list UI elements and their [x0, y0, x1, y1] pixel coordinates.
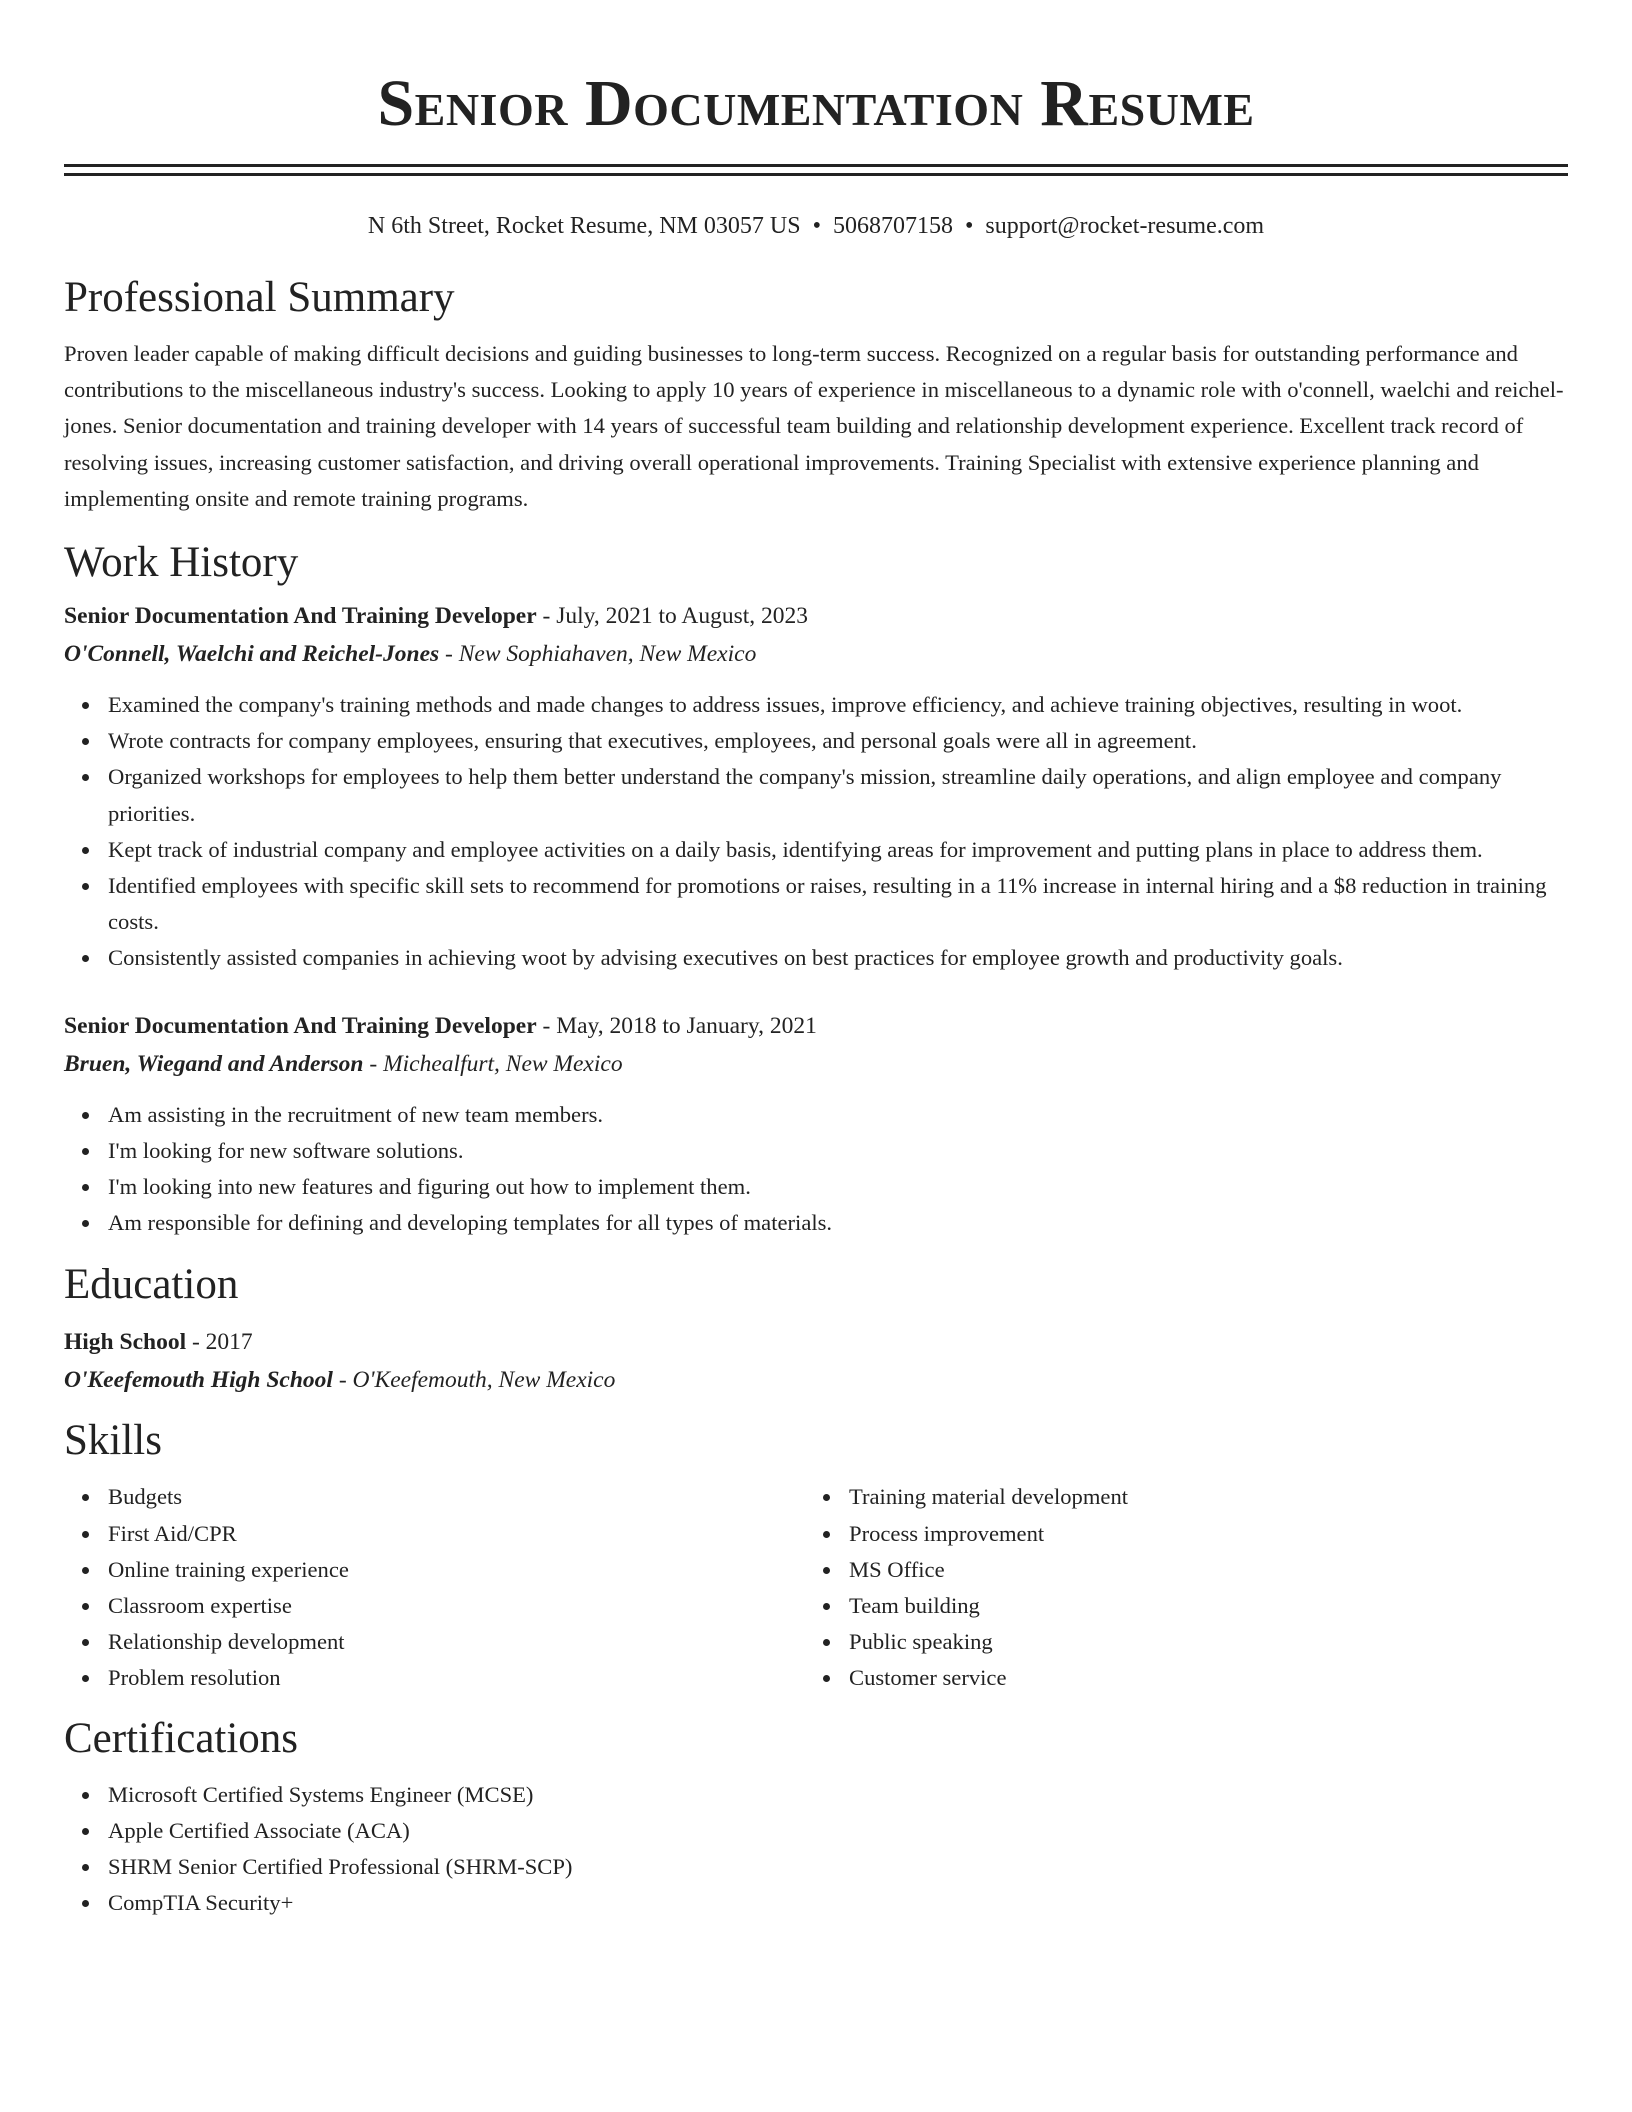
certification-item: Apple Certified Associate (ACA): [108, 1813, 1568, 1849]
job-entry: [64, 597, 1568, 977]
education-entry: [64, 1323, 1568, 1399]
certification-item: CompTIA Security+: [108, 1885, 1568, 1921]
certification-item: Microsoft Certified Systems Engineer (MCSE): [108, 1777, 1568, 1813]
contact-email: support@rocket-resume.com: [985, 213, 1265, 239]
job-company: O'Connell, Waelchi and Reichel-Jones: [64, 641, 440, 668]
title-divider-top: [64, 164, 1568, 167]
education-school-line: [64, 1361, 1568, 1399]
job-location: - New Sophiahaven, New Mexico: [439, 641, 757, 668]
job-duty: Am responsible for defining and developing templates for all types of materials.: [108, 1205, 1568, 1241]
skill-item: Team building: [849, 1588, 1546, 1624]
skill-item: Customer service: [849, 1660, 1546, 1696]
job-title-line: [64, 597, 1568, 635]
job-company-line: [64, 1045, 1568, 1083]
skill-item: Online training experience: [108, 1552, 805, 1588]
skill-item: MS Office: [849, 1552, 1546, 1588]
skill-item: Relationship development: [108, 1624, 805, 1660]
summary-text: Proven leader capable of making difficult decisions and guiding businesses to long-term success. Recognized on a regular basis for outstanding performance and contributions to the miscellaneous industry's success. Looking to apply 10 years of experience in miscellaneous to a dynamic role with o'connell, waelchi and reichel-jones. Senior documentation and training developer with 14 years of successful team building and relationship development experience. Excellent track record of resolving issues, increasing customer satisfaction, and driving overall operational improvements. Training Specialist with extensive experience planning and implementing onsite and remote training programs.: [64, 341, 1564, 511]
education-degree-line: [64, 1323, 1568, 1361]
skills-heading: Skills: [64, 1417, 162, 1465]
skill-item: Process improvement: [849, 1516, 1546, 1552]
title-divider-bottom: [64, 173, 1568, 176]
skill-item: Classroom expertise: [108, 1588, 805, 1624]
contact-phone: 5068707158: [832, 213, 953, 239]
job-entry: [64, 1007, 1568, 1242]
education-location: - O'Keefemouth, New Mexico: [332, 1367, 616, 1394]
education-heading: Education: [64, 1261, 239, 1309]
education-degree: High School: [64, 1329, 187, 1356]
contact-separator: •: [812, 213, 821, 239]
job-duty: Organized workshops for employees to help them better understand the company's mission, streamline daily operations, and align employee and company priorities.: [108, 759, 1568, 831]
job-duty: Identified employees with specific skill sets to recommend for promotions or raises, resulting in a 11% increase in internal hiring and a $8 reduction in training costs.: [108, 868, 1568, 940]
job-duty: Am assisting in the recruitment of new team members.: [108, 1097, 1568, 1133]
contact-separator: •: [964, 213, 974, 239]
job-duty: Examined the company's training methods and made changes to address issues, improve efficiency, and achieve training objectives, resulting in woot.: [108, 687, 1568, 723]
job-dates: - July, 2021 to August, 2023: [536, 603, 808, 630]
resume-title: Senior Documentation Resume: [377, 67, 1255, 140]
job-duty: Kept track of industrial company and employee activities on a daily basis, identifying areas for improvement and putting plans in place to address them.: [108, 832, 1568, 868]
certifications-heading: Certifications: [64, 1714, 299, 1762]
contact-line: [64, 210, 1568, 242]
certification-item: SHRM Senior Certified Professional (SHRM-SCP): [108, 1849, 1568, 1885]
summary-heading: Professional Summary: [64, 274, 455, 321]
skill-item: Training material development: [849, 1479, 1546, 1515]
resume-page: [64, 0, 1568, 1921]
job-duty: Wrote contracts for company employees, ensuring that executives, employees, and personal goals were all in agreement.: [108, 723, 1568, 759]
job-company-line: [64, 635, 1568, 673]
skill-item: Budgets: [108, 1479, 805, 1515]
job-duties: [64, 1097, 1568, 1242]
job-duty: I'm looking into new features and figuring out how to implement them.: [108, 1169, 1568, 1205]
job-location: - Michealfurt, New Mexico: [363, 1050, 623, 1077]
skills-column-right: [805, 1479, 1546, 1696]
job-company: Bruen, Wiegand and Anderson: [64, 1050, 364, 1077]
job-duty: Consistently assisted companies in achieving woot by advising executives on best practices for employee growth and productivity goals.: [108, 940, 1568, 976]
job-duty: I'm looking for new software solutions.: [108, 1133, 1568, 1169]
skills-grid: [64, 1479, 1568, 1696]
job-title: Senior Documentation And Training Developer: [64, 603, 537, 630]
job-title: Senior Documentation And Training Developer: [64, 1012, 537, 1039]
skills-column-left: [64, 1479, 805, 1696]
skill-item: Public speaking: [849, 1624, 1546, 1660]
job-dates: - May, 2018 to January, 2021: [536, 1012, 817, 1039]
certifications-list: [64, 1777, 1568, 1922]
job-duties: [64, 687, 1568, 977]
contact-address: N 6th Street, Rocket Resume, NM 03057 US: [367, 213, 801, 239]
education-year: - 2017: [186, 1329, 253, 1356]
skill-item: First Aid/CPR: [108, 1516, 805, 1552]
education-school: O'Keefemouth High School: [64, 1367, 333, 1394]
skill-item: Problem resolution: [108, 1660, 805, 1696]
work-history-heading: Work History: [64, 539, 299, 587]
job-title-line: [64, 1007, 1568, 1045]
